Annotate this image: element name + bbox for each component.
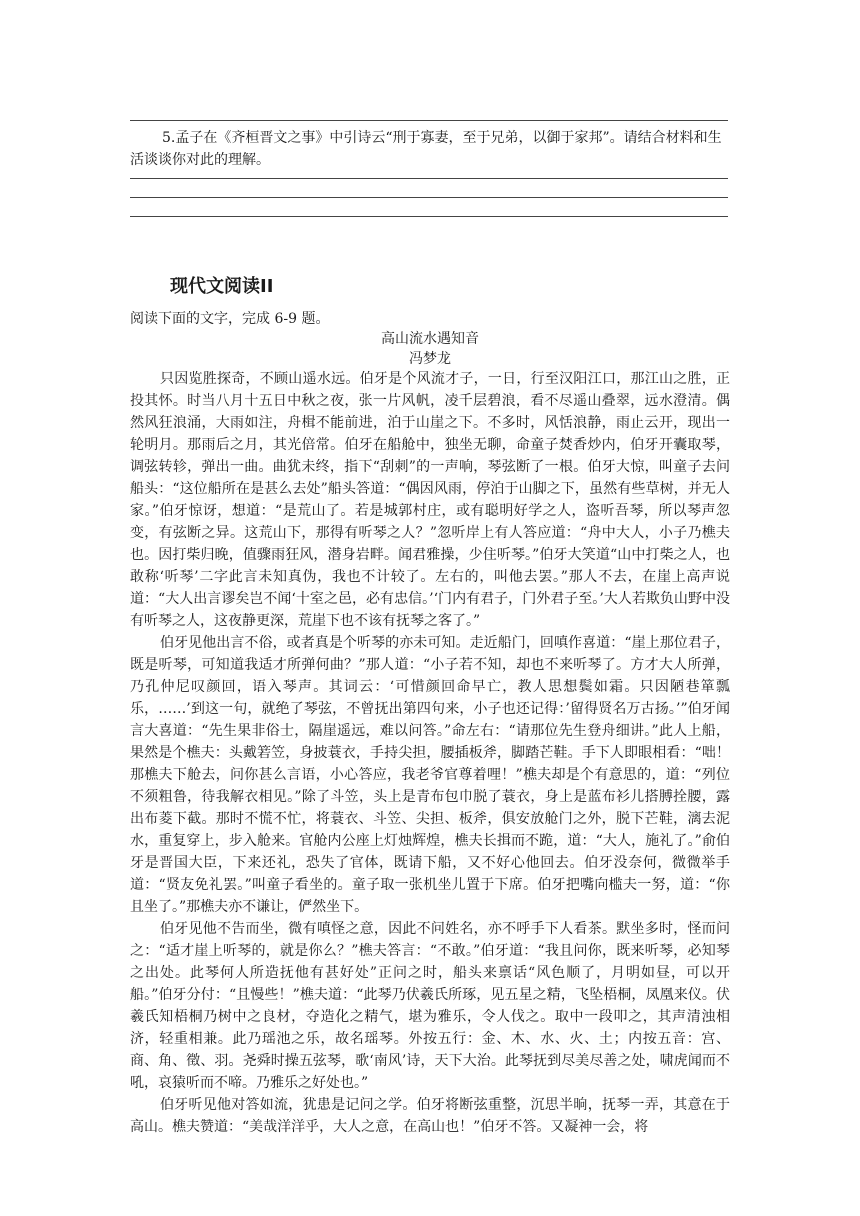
reading-instruction: 阅读下面的文字，完成 6-9 题。 xyxy=(130,311,330,327)
paragraph: 伯牙见他出言不俗，或者真是个听琴的亦未可知。走近船门，回嗔作喜道：“崖上那位君子，既是听琴，可知道我适才所弹何曲？”那人道：“小子若不知，却也不来听琴了。方才大人所弹，乃孔仲尼叹颜回，语入琴声。其词云：‘可惜颜回命早亡，教人思想鬓如霜。只因陋巷箪瓢乐，……’到这一句，就绝了琴弦，不曾抚出第四句来，小子也还记得：’留得贤名万古扬。’”伯牙闻言大喜道：“先生果非俗士，隔崖遥远，难以问答。”命左右：“请那位先生登舟细讲。”此人上船，果然是个樵夫：头戴箬笠，身披蓑衣，手持尖担，腰插板斧，脚踏芒鞋。手下人即眼相看：“咄！那樵夫下舱去，问你甚么言语，小心答应，我老爷官尊着哩！”樵夫却是个有意思的，道：“列位不须粗鲁，待我解衣相见。”除了斗笠，头上是青布包巾脱了蓑衣，身上是蓝布衫儿搭膊拴腰，露出布菱下截。那时不慌不忙，将蓑衣、斗笠、尖担、板斧，俱安放舱门之外，脱下芒鞋，漓去泥水，重复穿上，步入舱来。官舱内公座上灯烛辉煌，樵夫长揖而不跪，道：“大人，施礼了。”俞伯牙是晋国大臣，下来还礼，恐失了官体，既请下船，又不好心他回去。伯牙没奈何，微微举手道：“贤友免礼罢。”叫童子看坐的。童子取一张机坐儿置于下席。伯牙把嘴向槛夫一努，道：“你且坐了。”那樵夫亦不谦让，俨然坐下。 xyxy=(130,635,730,915)
article-body xyxy=(130,368,730,1138)
answer-line-3 xyxy=(130,216,728,217)
question-5: 5.孟子在《齐桓晋文之事》中引诗云“刑于寡妻，至于兄弟，以御于家邦”。请结合材料和生活谈谈你对此的理解。 xyxy=(130,130,722,168)
answer-line-1 xyxy=(130,178,728,179)
paragraph: 伯牙听见他对答如流，犹患是记问之学。伯牙将断弦重整，沉思半晌，抚琴一弄，其意在于高山。樵夫赞道：“美哉洋洋乎，大人之意，在高山也！”伯牙不答。又凝神一会，将 xyxy=(130,1097,730,1135)
section-heading: 现代文阅读II xyxy=(170,276,274,297)
answer-line-2 xyxy=(130,197,728,198)
article-title: 高山流水遇知音 xyxy=(381,331,479,347)
paragraph: 伯牙见他不告而坐，微有嗔怪之意，因此不问姓名，亦不呼手下人看茶。默坐多时，怪而问之：“适才崖上听琴的，就是你么？”樵夫答言：“不敢。”伯牙道：“我且问你，既来听琴，必知琴之出处。此琴何人所造抚他有甚好处”正问之时，船头来禀话“风色顺了，月明如昼，可以开船。”伯牙分付：“且慢些！”樵夫道：“此琴乃伏羲氏所琢，见五星之精，飞坠梧桐，凤凰来仪。伏羲氏知梧桐乃树中之良材，夺造化之精气，堪为雅乐，令人伐之。取中一段叩之，其声清浊相济，轻重相兼。此乃瑶池之乐，故名瑶琴。外按五行：金、木、水、火、土；内按五音：宫、商、角、徵、羽。尧舜时操五弦琴，歌‘南风’诗，天下大治。此琴抚到尽美尽善之处，啸虎闻而不吼，哀猿听而不啼。乃雅乐之好处也。” xyxy=(130,921,730,1091)
paragraph: 只因览胜探奇，不顾山遥水远。伯牙是个风流才子，一日，行至汉阳江口，那江山之胜，正投其怀。时当八月十五日中秋之夜，张一片风帆，凌千层碧浪，看不尽遥山叠翠，远水澄清。偶然风狂浪涌，大雨如注，舟楫不能前进，泊于山崖之下。不多时，风恬浪静，雨止云开，现出一轮明月。那雨后之月，其光倍常。伯牙在船舱中，独坐无聊，命童子焚香炒内，伯牙开囊取琴，调弦转轸，弹出一曲。曲犹未终，指下“刮刺”的一声响，琴弦断了一根。伯牙大惊，叫童子去问船头：“这位船所在是甚么去处”船头答道：“偶因风雨，停泊于山脚之下，虽然有些草树，并无人家。”伯牙惊讶，想道：“是荒山了。若是城郭村庄，或有聪明好学之人，盗听吾琴，所以琴声忽变，有弦断之异。这荒山下，那得有听琴之人？”忽听岸上有人答应道：“舟中大人，小子乃樵夫也。因打柴归晚，值骤雨狂风，潜身岩畔。闻君雅操，少住听琴。”伯牙大笑道“山中打柴之人，也敢称‘听琴’二字此言未知真伪，我也不计较了。左右的，叫他去罢。”那人不去，在崖上高声说道：“大人出言谬矣岂不闻‘十室之邑，必有忠信。’‘门内有君子，门外君子至。’大人若欺负山野中没有听琴之人，这夜静更深，荒崖下也不该有抚琴之客了。” xyxy=(130,371,730,629)
top-rule xyxy=(130,120,728,121)
article-author: 冯梦龙 xyxy=(409,351,451,367)
